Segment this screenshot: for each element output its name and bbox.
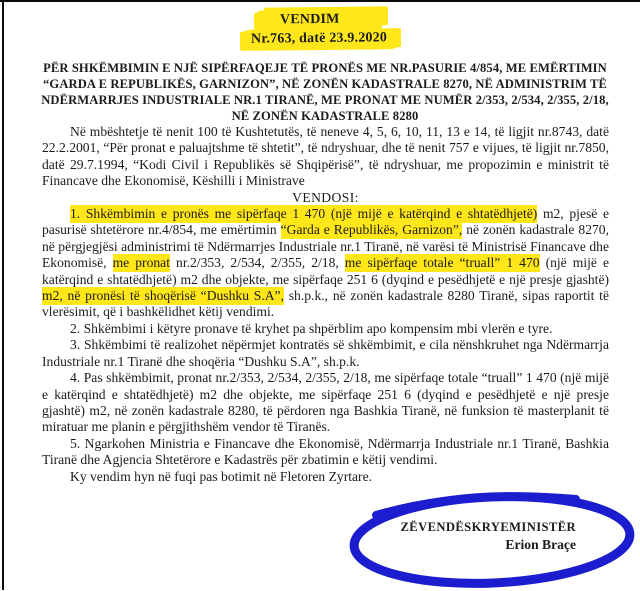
highlighted-text: me pronat (112, 255, 170, 271)
plain-text: në zonën kadastrale 8270, në përgjegjësi administrimi të Ndërmarrjes Industriale nr.1 Tiranë, në varësi të Ministrisë Financave dhe Ekonomisë, (42, 222, 609, 271)
decision-heading (0, 10, 640, 49)
document-title: PËR SHKËMBIMIN E NJË SIPËRFAQEJE TË PRONËS ME NR.PASURIE 4/854, ME EMËRTIMIN “GARDA E REPUBLIKËS, GARNIZON”, NË ZONËN KADASTRALE 8270, NË ADMINISTRIM TË NDËRMARRJES INDUSTRIALE NR.1 TIRANË, ME PRONAT ME NUMËR 2/353, 2/534, 2/355, 2/18, NË ZONËN KADASTRALE 8280 (41, 61, 609, 123)
decides-heading: VENDOSI: (292, 189, 359, 205)
highlighted-text: m2, në pronësi të shoqërisë “Dushku S.A”, (42, 288, 284, 304)
preamble-paragraph: Në mbështetje të nenit 100 të Kushtetutës, të neneve 4, 5, 6, 10, 11, 13 e 14, të ligjit nr.8743, datë 22.2.2001, “Për pronat e paluajtshme të shtetit”, të ndryshuar, dhe të nenit 757 e vijues, të ligjit nr.7850, datë 29.7.1994, “Kodi Civil i Republikës së Shqipërisë”, të ndryshuar, me propozimin e ministrit të Financave dhe Ekonomisë, Këshilli i Ministrave (42, 124, 609, 189)
signature-name: Erion Braçe (505, 537, 576, 552)
plain-text: (një mijë e katërqind e shtatëdhjetë) m2 dhe objekte, me sipërfaqe 251 6 (dyqind e pesëdhjetë e një presje gjashtë) (42, 255, 609, 287)
document-content (0, 6, 640, 552)
point-2-paragraph: 2. Shkëmbimi i këtyre pronave të kryhet pa shpërblim apo kompensim mbi vlerën e tyre. (70, 320, 553, 336)
decision-number-highlighted: Nr.763, datë 23.9.2020 (243, 29, 397, 50)
decision-label-line (0, 10, 640, 29)
decision-label-highlighted: VENDIM (258, 9, 382, 29)
plain-text: sh.p.k., në zonën kadastrale 8280 Tiranë, sipas raportit të vlerësimit, që i bashkëlidhet këtij vendimi. (42, 288, 609, 320)
plain-text: nr.2/353, 2/534, 2/355, 2/18, (169, 255, 345, 271)
point-3-paragraph: 3. Shkëmbimi të realizohet nëpërmjet kontratës së shkëmbimit, e cila nënshkruhet nga Ndërmarrja Industriale nr.1 Tiranë dhe shoqëria “Dushku S.A”, sh.p.k. (42, 337, 609, 369)
page-top-border (0, 0, 640, 2)
closing-paragraph: Ky vendim hyn në fuqi pas botimit në Fletoren Zyrtare. (70, 468, 373, 484)
decision-number-line (0, 30, 640, 49)
signature-title: ZËVENDËSKRYEMINISTËR (400, 520, 576, 534)
signature-block (316, 518, 576, 554)
highlighted-text: me sipërfaqe totale “truall” 1 470 (344, 255, 540, 271)
plain-text: m2, pjesë e pasurisë shtetërore nr.4/854, me emërtimin (42, 206, 609, 238)
point-5-paragraph: 5. Ngarkohen Ministria e Financave dhe Ekonomisë, Ndërmarrja Industriale nr.1 Tiranë, Bashkia Tiranë dhe Agjencia Shtetërore e Kadastrës për zbatimin e këtij vendimi. (42, 435, 609, 468)
highlighted-text: 1. Shkëmbimin e pronës me sipërfaqe 1 470 (një mijë e katërqind e shtatëdhjetë) (70, 206, 538, 222)
point-4-paragraph: 4. Pas shkëmbimit, pronat nr.2/353, 2/534, 2/355, 2/18, me sipërfaqe totale “truall” 1 470 (një mijë e katërqind e shtatëdhjetë) m2 dhe objekte, me sipërfaqe 251 6 (dyqind e pesëdhjetë e një presje gjashtë) m2, në zonën kadastrale 8280, të përdoren nga Bashkia Tiranë, në funksion të masterplanit të miratuar me planin e përgjithshëm vendor të Tiranës. (42, 370, 609, 435)
document-body (42, 124, 609, 485)
highlighted-text: “Garda e Republikës, Garnizon”, (280, 222, 463, 238)
point-1-paragraph (42, 206, 609, 321)
